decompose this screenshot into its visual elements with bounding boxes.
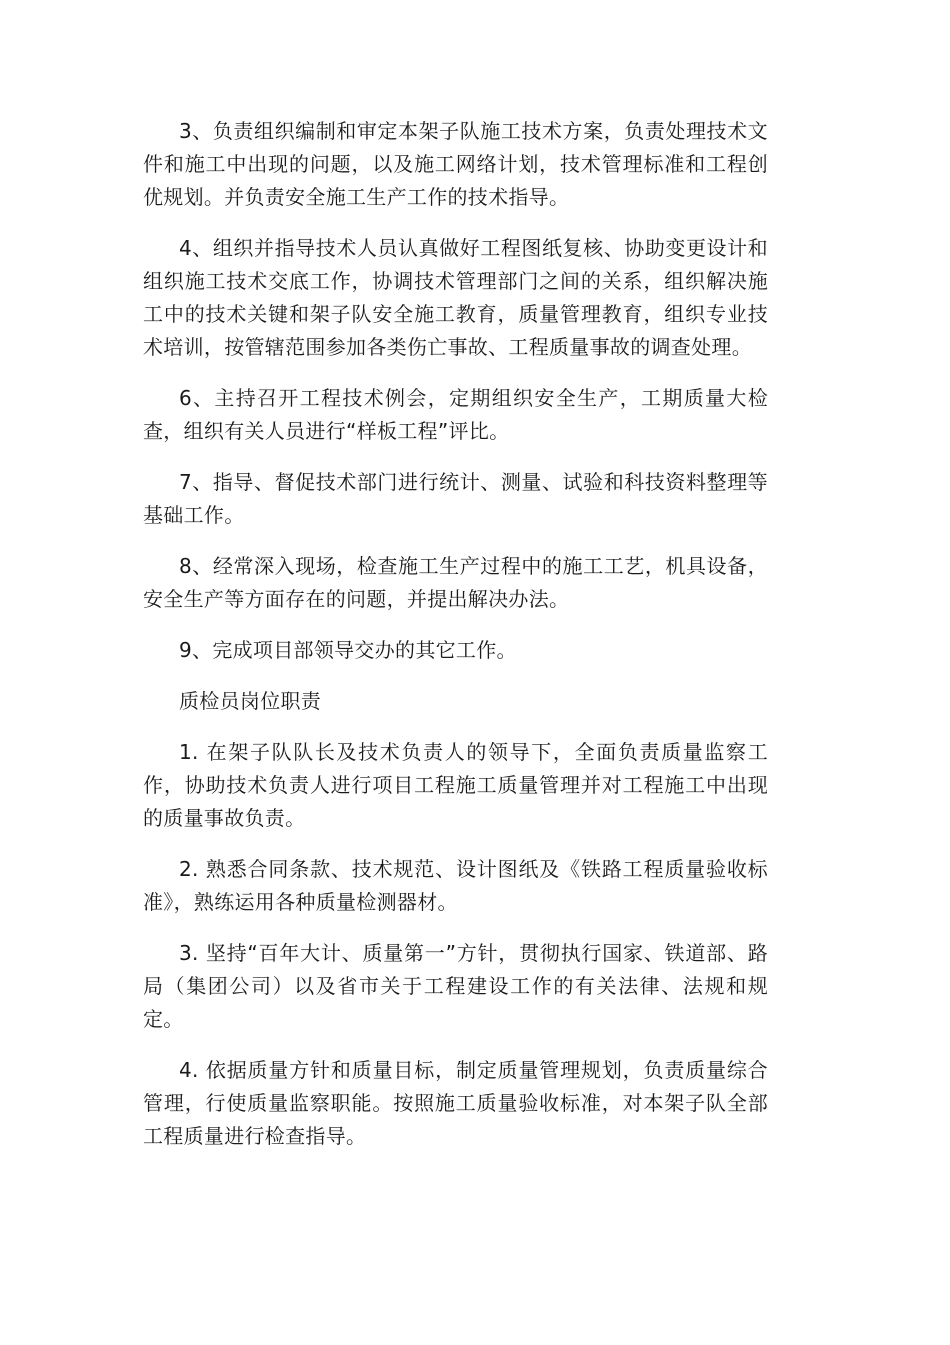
paragraph-inspector-item-1: 1. 在架子队队长及技术负责人的领导下，全面负责质量监察工作，协助技术负责人进行项目工程施工质量管理并对工程施工中出现的质量事故负责。 [143, 740, 768, 830]
section-heading-inspector-duties: 质检员岗位职责 [179, 689, 322, 713]
paragraph-inspector-item-3: 3. 坚持“百年大计、质量第一”方针，贯彻执行国家、铁道部、路局（集团公司）以及省市关于工程建设工作的有关法律、法规和规定。 [143, 941, 768, 1031]
paragraph-inspector-item-4: 4. 依据质量方针和质量目标，制定质量管理规划，负责质量综合管理，行使质量监察职能。按照施工质量验收标准，对本架子队全部工程质量进行检查指导。 [143, 1058, 768, 1148]
paragraph-inspector-item-2: 2. 熟悉合同条款、技术规范、设计图纸及《铁路工程质量验收标准》，熟练运用各种质量检测器材。 [143, 857, 768, 914]
paragraph-tech-item-7: 7、指导、督促技术部门进行统计、测量、试验和科技资料整理等基础工作。 [143, 470, 768, 527]
document-body [143, 115, 768, 1171]
paragraph-tech-item-6: 6、主持召开工程技术例会，定期组织安全生产，工期质量大检查，组织有关人员进行“样板工程”评比。 [143, 386, 768, 443]
paragraph-tech-item-4: 4、组织并指导技术人员认真做好工程图纸复核、协助变更设计和组织施工技术交底工作，协调技术管理部门之间的关系，组织解决施工中的技术关键和架子队安全施工教育，质量管理教育，组织专业技术培训，按管辖范围参加各类伤亡事故、工程质量事故的调查处理。 [143, 236, 768, 359]
paragraph-tech-item-8: 8、经常深入现场，检查施工生产过程中的施工工艺，机具设备，安全生产等方面存在的问题，并提出解决办法。 [143, 554, 768, 611]
paragraph-tech-item-9: 9、完成项目部领导交办的其它工作。 [179, 638, 517, 662]
paragraph-tech-item-3: 3、负责组织编制和审定本架子队施工技术方案，负责处理技术文件和施工中出现的问题，以及施工网络计划，技术管理标准和工程创优规划。并负责安全施工生产工作的技术指导。 [143, 119, 768, 209]
